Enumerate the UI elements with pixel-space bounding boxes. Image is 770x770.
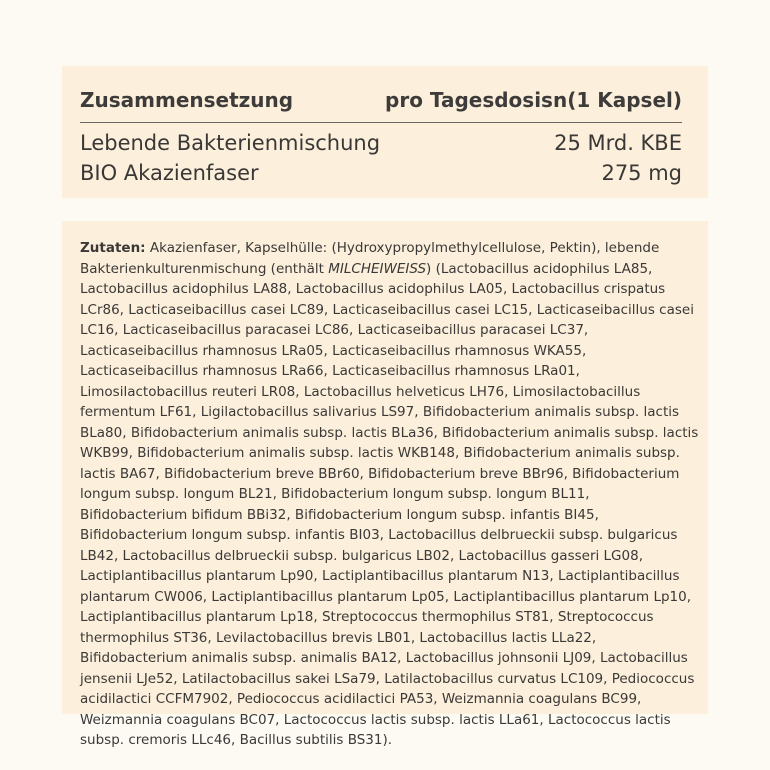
composition-header-label: Zusammensetzung xyxy=(80,88,294,112)
allergen-emphasis: MILCHEIWEISS xyxy=(328,260,427,277)
composition-table xyxy=(80,128,682,188)
composition-header xyxy=(80,86,682,114)
ingredients-panel xyxy=(62,221,708,748)
composition-row-amount: 25 Mrd. KBE xyxy=(554,131,682,155)
ingredients-label: Zutaten: xyxy=(80,240,146,256)
composition-divider xyxy=(80,122,682,123)
composition-header-dose: pro Tagesdosisn(1 Kapsel) xyxy=(385,88,682,112)
composition-row-name: Lebende Bakterienmischung xyxy=(80,131,381,155)
composition-row-name: BIO Akazienfaser xyxy=(80,161,259,185)
composition-row xyxy=(80,128,682,158)
ingredients-text xyxy=(80,238,700,751)
ingredients-text-before: Akazienfaser, Kapselhülle: (Hydroxypropylmethylcellulose, Pektin), lebende Bakterienkulturenmischung (enthält xyxy=(80,240,660,277)
composition-row xyxy=(80,158,682,188)
ingredients-text-after: ) (Lactobacillus acidophilus LA85, Lactobacillus acidophilus LA88, Lactobacillus acidophilus LA05, Lactobacillus crispatus LCr86, Lacticaseibacillus casei LC89, Lacticaseibacillus casei LC15, Lacticaseibacillus casei LC16, Lacticaseibacillus paracasei LC86, Lacticaseibacillus paracasei LC37, Lacticaseibacillus rhamnosus LRa05, Lacticaseibacillus rhamnosus WKA55, Lacticaseibacillus rhamnosus LRa66, Lacticaseibacillus rhamnosus LRa01, Limosilactobacillus reuteri LR08, Lactobacillus helveticus LH76, Limosilactobacillus fermentum LF61, Ligilactobacillus salivarius LS97, Bifidobacterium animalis subsp. lactis BLa80, Bifidobacterium animalis subsp. lactis BLa36, Bifidobacterium animalis subsp. lactis WKB99, Bifidobacterium animalis subsp. lactis WKB148, Bifidobacterium animalis subsp. lactis BA67, Bifidobacterium breve BBr60, Bifidobacterium breve BBr96, Bifidobacterium longum subsp. longum BL21, Bifidobacterium longum subsp. longum BL11, Bifidobacterium bifidum BBi32, Bifidobacterium longum subsp. infantis BI45, Bifidobacterium longum subsp. infantis BI03, Lactobacillus delbrueckii subsp. bulgaricus LB42, Lactobacillus delbrueckii subsp. bulgaricus LB02, Lactobacillus gasseri LG08, Lactiplantibacillus plantarum Lp90, Lactiplantibacillus plantarum N13, Lactiplantibacillus plantarum CW006, Lactiplantibacillus plantarum Lp05, Lactiplantibacillus plantarum Lp10, Lactiplantibacillus plantarum Lp18, Streptococcus thermophilus ST81, Streptococcus thermophilus ST36, Levilactobacillus brevis LB01, Lactobacillus lactis LLa22, Bifidobacterium animalis subsp. animalis BA12, Lactobacillus johnsonii LJ09, Lactobacillus jensenii LJe52, Latilactobacillus sakei LSa79, Latilactobacillus curvatus LC109, Pediococcus acidilactici CCFM7902, Pediococcus acidilactici PA53, Weizmannia coagulans BC99, Weizmannia coagulans BC07, Lactococcus lactis subsp. lactis LLa61, Lactococcus lactis subsp. cremoris LLc46, Bacillus subtilis BS31). xyxy=(80,260,699,748)
composition-panel xyxy=(62,66,708,198)
composition-row-amount: 275 mg xyxy=(601,161,682,185)
